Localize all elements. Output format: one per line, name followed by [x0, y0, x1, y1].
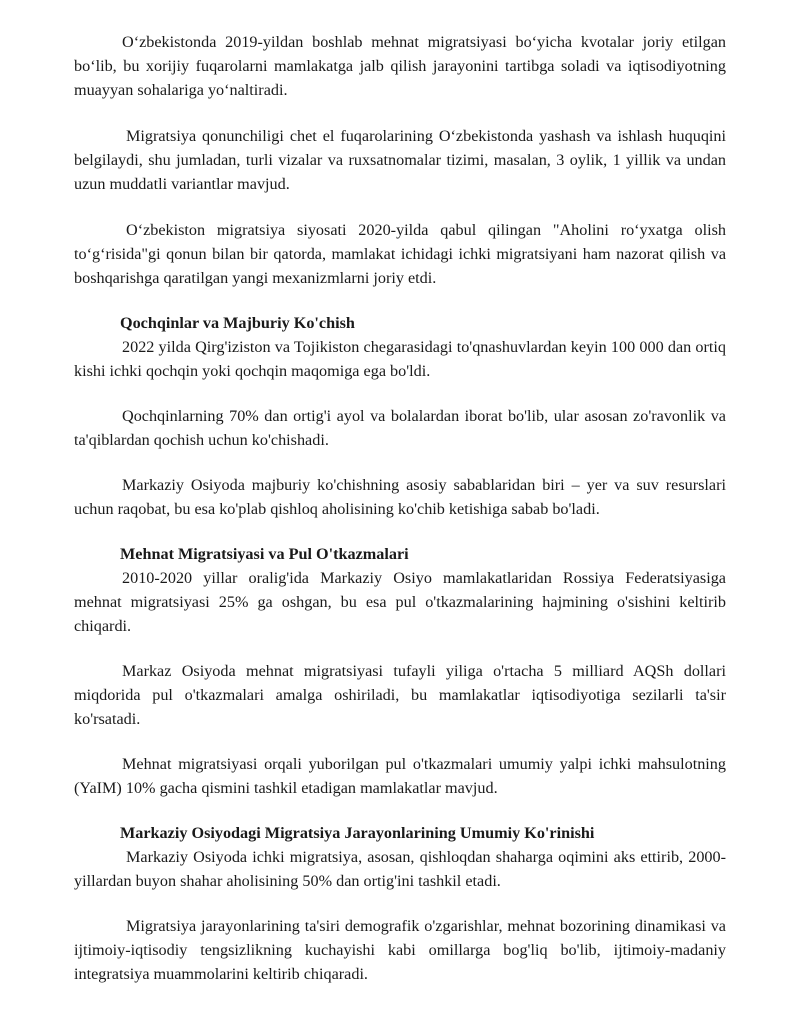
overview-paragraph-1: Markaziy Osiyoda ichki migratsiya, asosan, qishloqdan shaharga oqimini aks ettirib, 2000-yillardan buyon shahar aholisining 50% dan ortig'ini tashkil etadi.: [74, 848, 726, 890]
intro-paragraph-1: O‘zbekistonda 2019-yildan boshlab mehnat migratsiyasi bo‘yicha kvotalar joriy etilgan bo‘lib, bu xorijiy fuqarolarni mamlakatga jalb qilish jarayonini tartibga soladi va iqtisodiyotning muayyan sohalariga yo‘naltiradi.: [74, 33, 726, 99]
labor-paragraph-2: Markaz Osiyoda mehnat migratsiyasi tufayli yiliga o'rtacha 5 milliard AQSh dollari miqdorida pul o'tkazmalari amalga oshiriladi, bu mamlakatlar iqtisodiyotiga sezilarli ta'sir ko'rsatadi.: [74, 662, 726, 728]
section-heading-overview: Markaziy Osiyodagi Migratsiya Jarayonlarining Umumiy Ko'rinishi: [120, 824, 595, 842]
intro-paragraph-2: Migratsiya qonunchiligi chet el fuqarolarining O‘zbekistonda yashash va ishlash huquqini belgilaydi, shu jumladan, turli vizalar va ruxsatnomalar tizimi, masalan, 3 oylik, 1 yillik va undan uzun muddatli variantlar mavjud.: [74, 127, 726, 193]
refugees-paragraph-1: 2022 yilda Qirg'iziston va Tojikiston chegarasidagi to'qnashuvlardan keyin 100 000 dan ortiq kishi ichki qochqin yoki qochqin maqomiga ega bo'ldi.: [74, 338, 726, 380]
labor-paragraph-3: Mehnat migratsiyasi orqali yuborilgan pul o'tkazmalari umumiy yalpi ichki mahsulotning (YaIM) 10% gacha qismini tashkil etadigan mamlakatlar mavjud.: [74, 755, 726, 797]
intro-paragraph-3: O‘zbekiston migratsiya siyosati 2020-yilda qabul qilingan "Aholini ro‘yxatga olish to‘g‘risida"gi qonun bilan bir qatorda, mamlakat ichidagi ichki migratsiyani ham nazorat qilish va boshqarishga qaratilgan yangi mexanizmlarni joriy etdi.: [74, 221, 726, 287]
document-page: [74, 30, 726, 986]
labor-paragraph-1: 2010-2020 yillar oralig'ida Markaziy Osiyo mamlakatlaridan Rossiya Federatsiyasiga mehnat migratsiyasi 25% ga oshgan, bu esa pul o'tkazmalarining hajmining o'sishini keltirib chiqardi.: [74, 569, 726, 635]
section-heading-refugees: Qochqinlar va Majburiy Ko'chish: [120, 314, 355, 332]
refugees-paragraph-3: Markaziy Osiyoda majburiy ko'chishning asosiy sabablaridan biri – yer va suv resurslari uchun raqobat, bu esa ko'plab qishloq aholisining ko'chib ketishiga sabab bo'ladi.: [74, 476, 726, 518]
section-heading-labor-migration: Mehnat Migratsiyasi va Pul O'tkazmalari: [120, 545, 409, 563]
refugees-paragraph-2: Qochqinlarning 70% dan ortig'i ayol va bolalardan iborat bo'lib, ular asosan zo'ravonlik va ta'qiblardan qochish uchun ko'chishadi.: [74, 407, 726, 449]
overview-paragraph-2: Migratsiya jarayonlarining ta'siri demografik o'zgarishlar, mehnat bozorining dinamikasi va ijtimoiy-iqtisodiy tengsizlikning kuchayishi kabi omillarga bog'liq bo'lib, ijtimoiy-madaniy integratsiya muammolarini keltirib chiqaradi.: [74, 917, 726, 983]
